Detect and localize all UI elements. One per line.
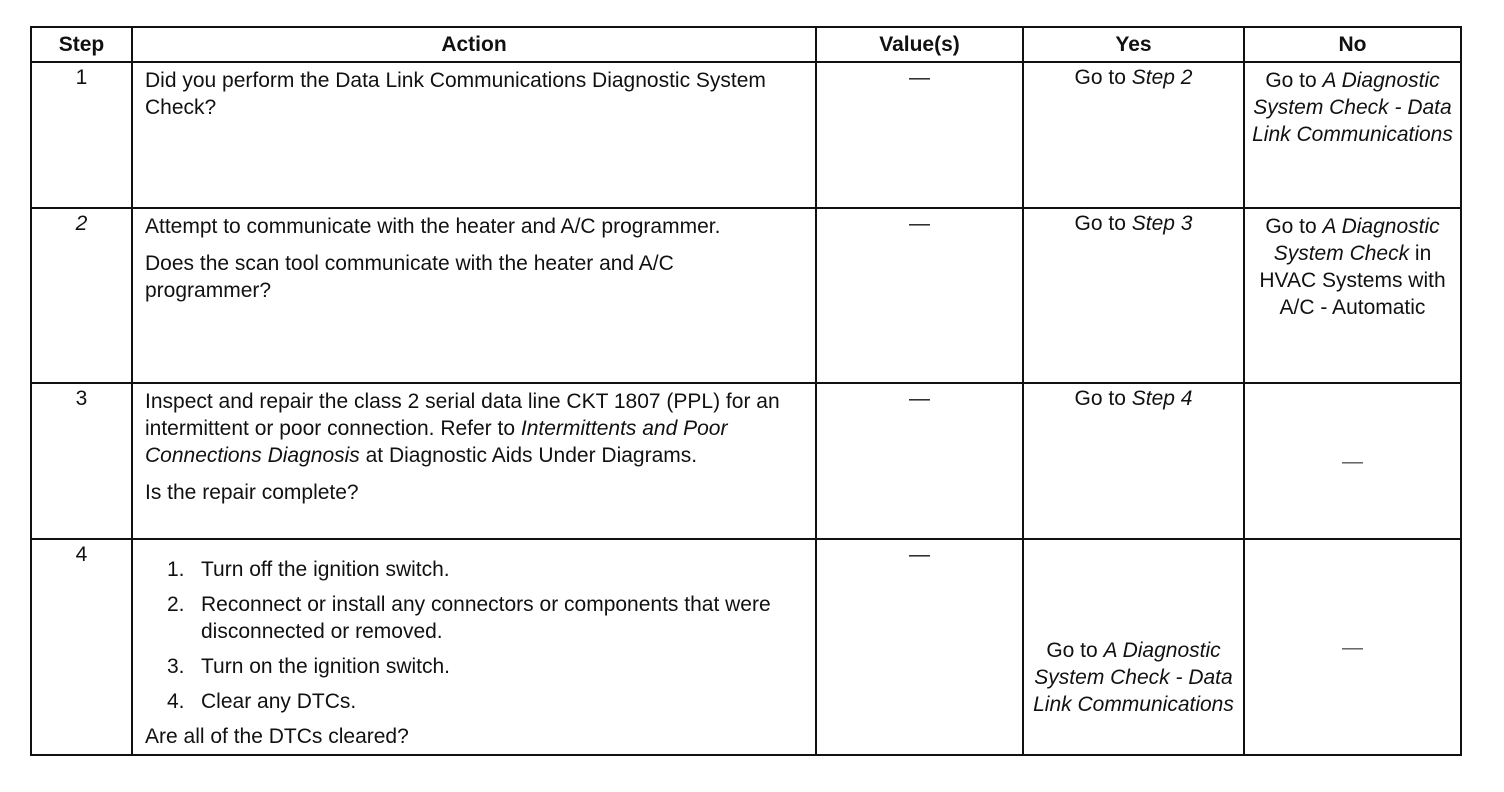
no-cell — [1244, 383, 1461, 539]
value-cell — [816, 208, 1023, 383]
list-text: Clear any DTCs. — [201, 690, 357, 713]
header-no: No — [1244, 27, 1461, 62]
yes-cell — [1023, 383, 1244, 539]
header-yes: Yes — [1023, 27, 1244, 62]
yes-link[interactable]: Step 4 — [1131, 387, 1193, 410]
no-prefix: Go to — [1265, 215, 1323, 238]
no-link[interactable]: A Diagnostic System Check - Data Link Communications — [1252, 69, 1453, 146]
action-cell — [132, 539, 816, 755]
table-row — [31, 539, 1461, 755]
reference-link[interactable]: Intermittents and Poor Connections Diagnosis — [145, 417, 728, 467]
procedure-list — [145, 556, 805, 715]
action-text: Attempt to communicate with the heater and A/C programmer. — [145, 215, 721, 238]
no-cell — [1244, 539, 1461, 755]
action-question: Does the scan tool communicate with the heater and A/C programmer? — [145, 252, 674, 302]
list-item — [167, 653, 805, 680]
yes-cell — [1023, 539, 1244, 755]
yes-cell — [1023, 62, 1244, 208]
action-text: Did you perform the Data Link Communications Diagnostic System Check? — [145, 69, 766, 119]
list-item — [167, 556, 805, 583]
header-row — [31, 27, 1461, 62]
no-dash: — — [1342, 449, 1363, 473]
list-text: Turn on the ignition switch. — [201, 655, 451, 678]
action-cell — [132, 208, 816, 383]
yes-link[interactable]: A Diagnostic System Check - Data Link Communications — [1033, 638, 1234, 716]
step-number: 3 — [31, 383, 132, 539]
list-item — [167, 591, 805, 645]
list-number: 2. — [167, 593, 185, 616]
value-dash: — — [909, 543, 930, 566]
value-cell — [816, 62, 1023, 208]
yes-prefix: Go to — [1074, 66, 1132, 89]
list-number: 1. — [167, 558, 185, 581]
diagnostic-table — [30, 26, 1462, 756]
no-cell — [1244, 62, 1461, 208]
list-item — [167, 688, 805, 715]
action-cell — [132, 62, 816, 208]
no-link[interactable]: A Diagnostic System Check — [1273, 215, 1440, 265]
table-row — [31, 208, 1461, 383]
no-cell — [1244, 208, 1461, 383]
action-cell — [132, 383, 816, 539]
yes-prefix: Go to — [1074, 212, 1132, 235]
step-number: 1 — [31, 62, 132, 208]
value-dash: — — [909, 387, 930, 410]
value-cell — [816, 539, 1023, 755]
value-dash: — — [909, 66, 930, 89]
value-cell — [816, 383, 1023, 539]
step-number: 2 — [31, 208, 132, 383]
action-text-part: Inspect and repair the class 2 serial data line CKT 1807 (PPL) for an intermittent or poor connection. Refer to — [145, 390, 780, 440]
no-suffix: in HVAC Systems with A/C - Automatic — [1259, 242, 1446, 319]
action-question: Are all of the DTCs cleared? — [145, 725, 409, 748]
yes-prefix: Go to — [1046, 638, 1104, 662]
header-values: Value(s) — [816, 27, 1023, 62]
action-text-part: at Diagnostic Aids Under Diagrams. — [359, 444, 698, 467]
action-text — [145, 388, 805, 469]
yes-link[interactable]: Step 2 — [1131, 66, 1193, 89]
list-number: 3. — [167, 655, 185, 678]
header-action: Action — [132, 27, 816, 62]
header-step: Step — [31, 27, 132, 62]
yes-prefix: Go to — [1074, 387, 1132, 410]
yes-cell — [1023, 208, 1244, 383]
no-prefix: Go to — [1265, 69, 1323, 92]
action-question: Is the repair complete? — [145, 481, 359, 504]
list-text: Reconnect or install any connectors or components that were disconnected or removed. — [201, 593, 771, 643]
step-number: 4 — [31, 539, 132, 755]
no-dash: — — [1342, 635, 1363, 659]
value-dash: — — [909, 212, 930, 235]
list-text: Turn off the ignition switch. — [201, 558, 450, 581]
list-number: 4. — [167, 690, 185, 713]
table-row — [31, 383, 1461, 539]
yes-link[interactable]: Step 3 — [1131, 212, 1193, 235]
table-row — [31, 62, 1461, 208]
